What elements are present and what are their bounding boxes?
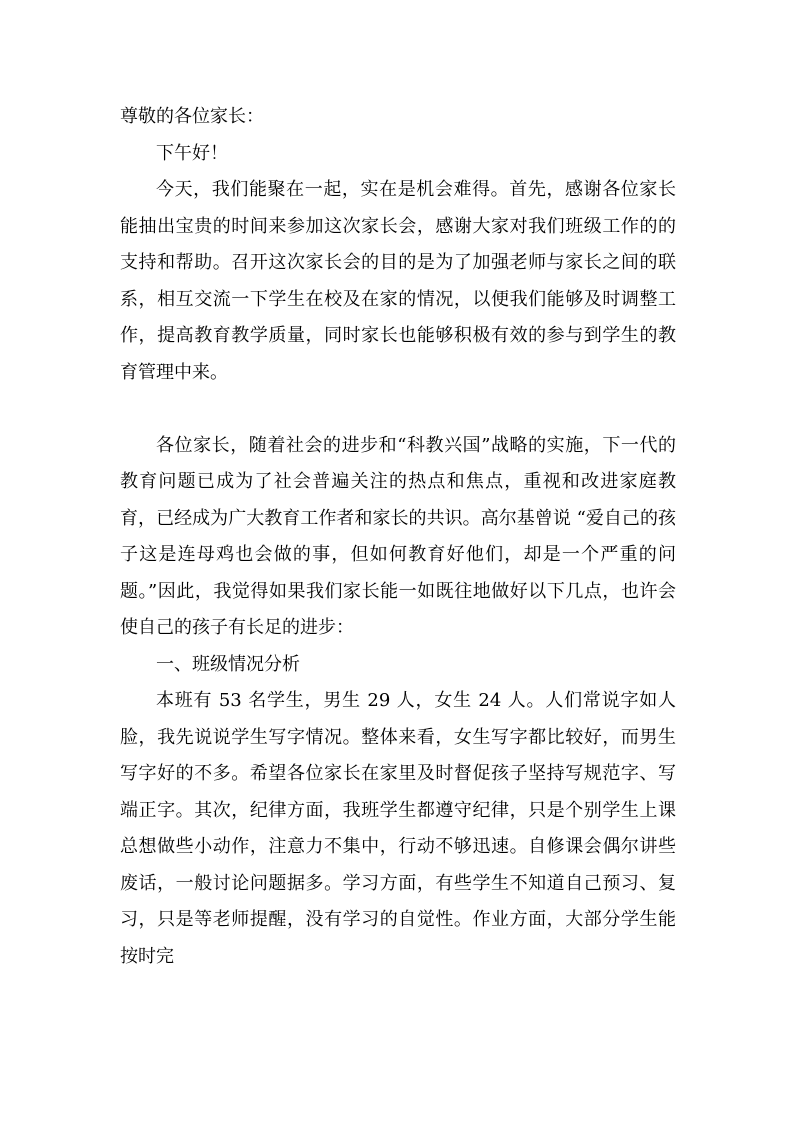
document-body	[120, 99, 676, 975]
greeting: 下午好！	[156, 142, 228, 164]
paragraph-education: 各位家长，随着社会的进步和“科教兴国”战略的实施，下一代的教育问题已成为了社会普遍关注的热点和焦点，重视和改进家庭教育，已经成为广大教育工作者和家长的共识。高尔基曾说 “爱自己的孩子这是连母鸡也会做的事，但如何教育好他们，却是一个严重的问题。”因此，我觉得如果我们家长能一如既往地做好以下几点，也许会使自己的孩子有长足的进步：	[120, 434, 676, 638]
salutation: 尊敬的各位家长：	[120, 106, 264, 127]
paragraph-class-analysis: 本班有 53 名学生，男生 29 人，女生 24 人。人们常说字如人脸，我先说说学生写字情况。整体来看，女生写字都比较好，而男生写字好的不多。希望各位家长在家里及时督促孩子坚持写规范字、写端正字。其次，纪律方面，我班学生都遵守纪律，只是个别学生上课总想做些小动作，注意力不集中，行动不够迅速。自修课会偶尔讲些废话，一般讨论问题据多。学习方面，有些学生不知道自己预习、复习，只是等老师提醒，没有学习的自觉性。作业方面，大部分学生能按时完	[120, 690, 676, 967]
section-heading: 一、班级情况分析	[156, 653, 300, 675]
paragraph-opening: 今天，我们能聚在一起，实在是机会难得。首先，感谢各位家长能抽出宝贵的时间来参加这次家长会，感谢大家对我们班级工作的的支持和帮助。召开这次家长会的目的是为了加强老师与家长之间的联系，相互交流一下学生在校及在家的情况，以便我们能够及时调整工作，提高教育教学质量，同时家长也能够积极有效的参与到学生的教育管理中来。	[120, 179, 676, 383]
